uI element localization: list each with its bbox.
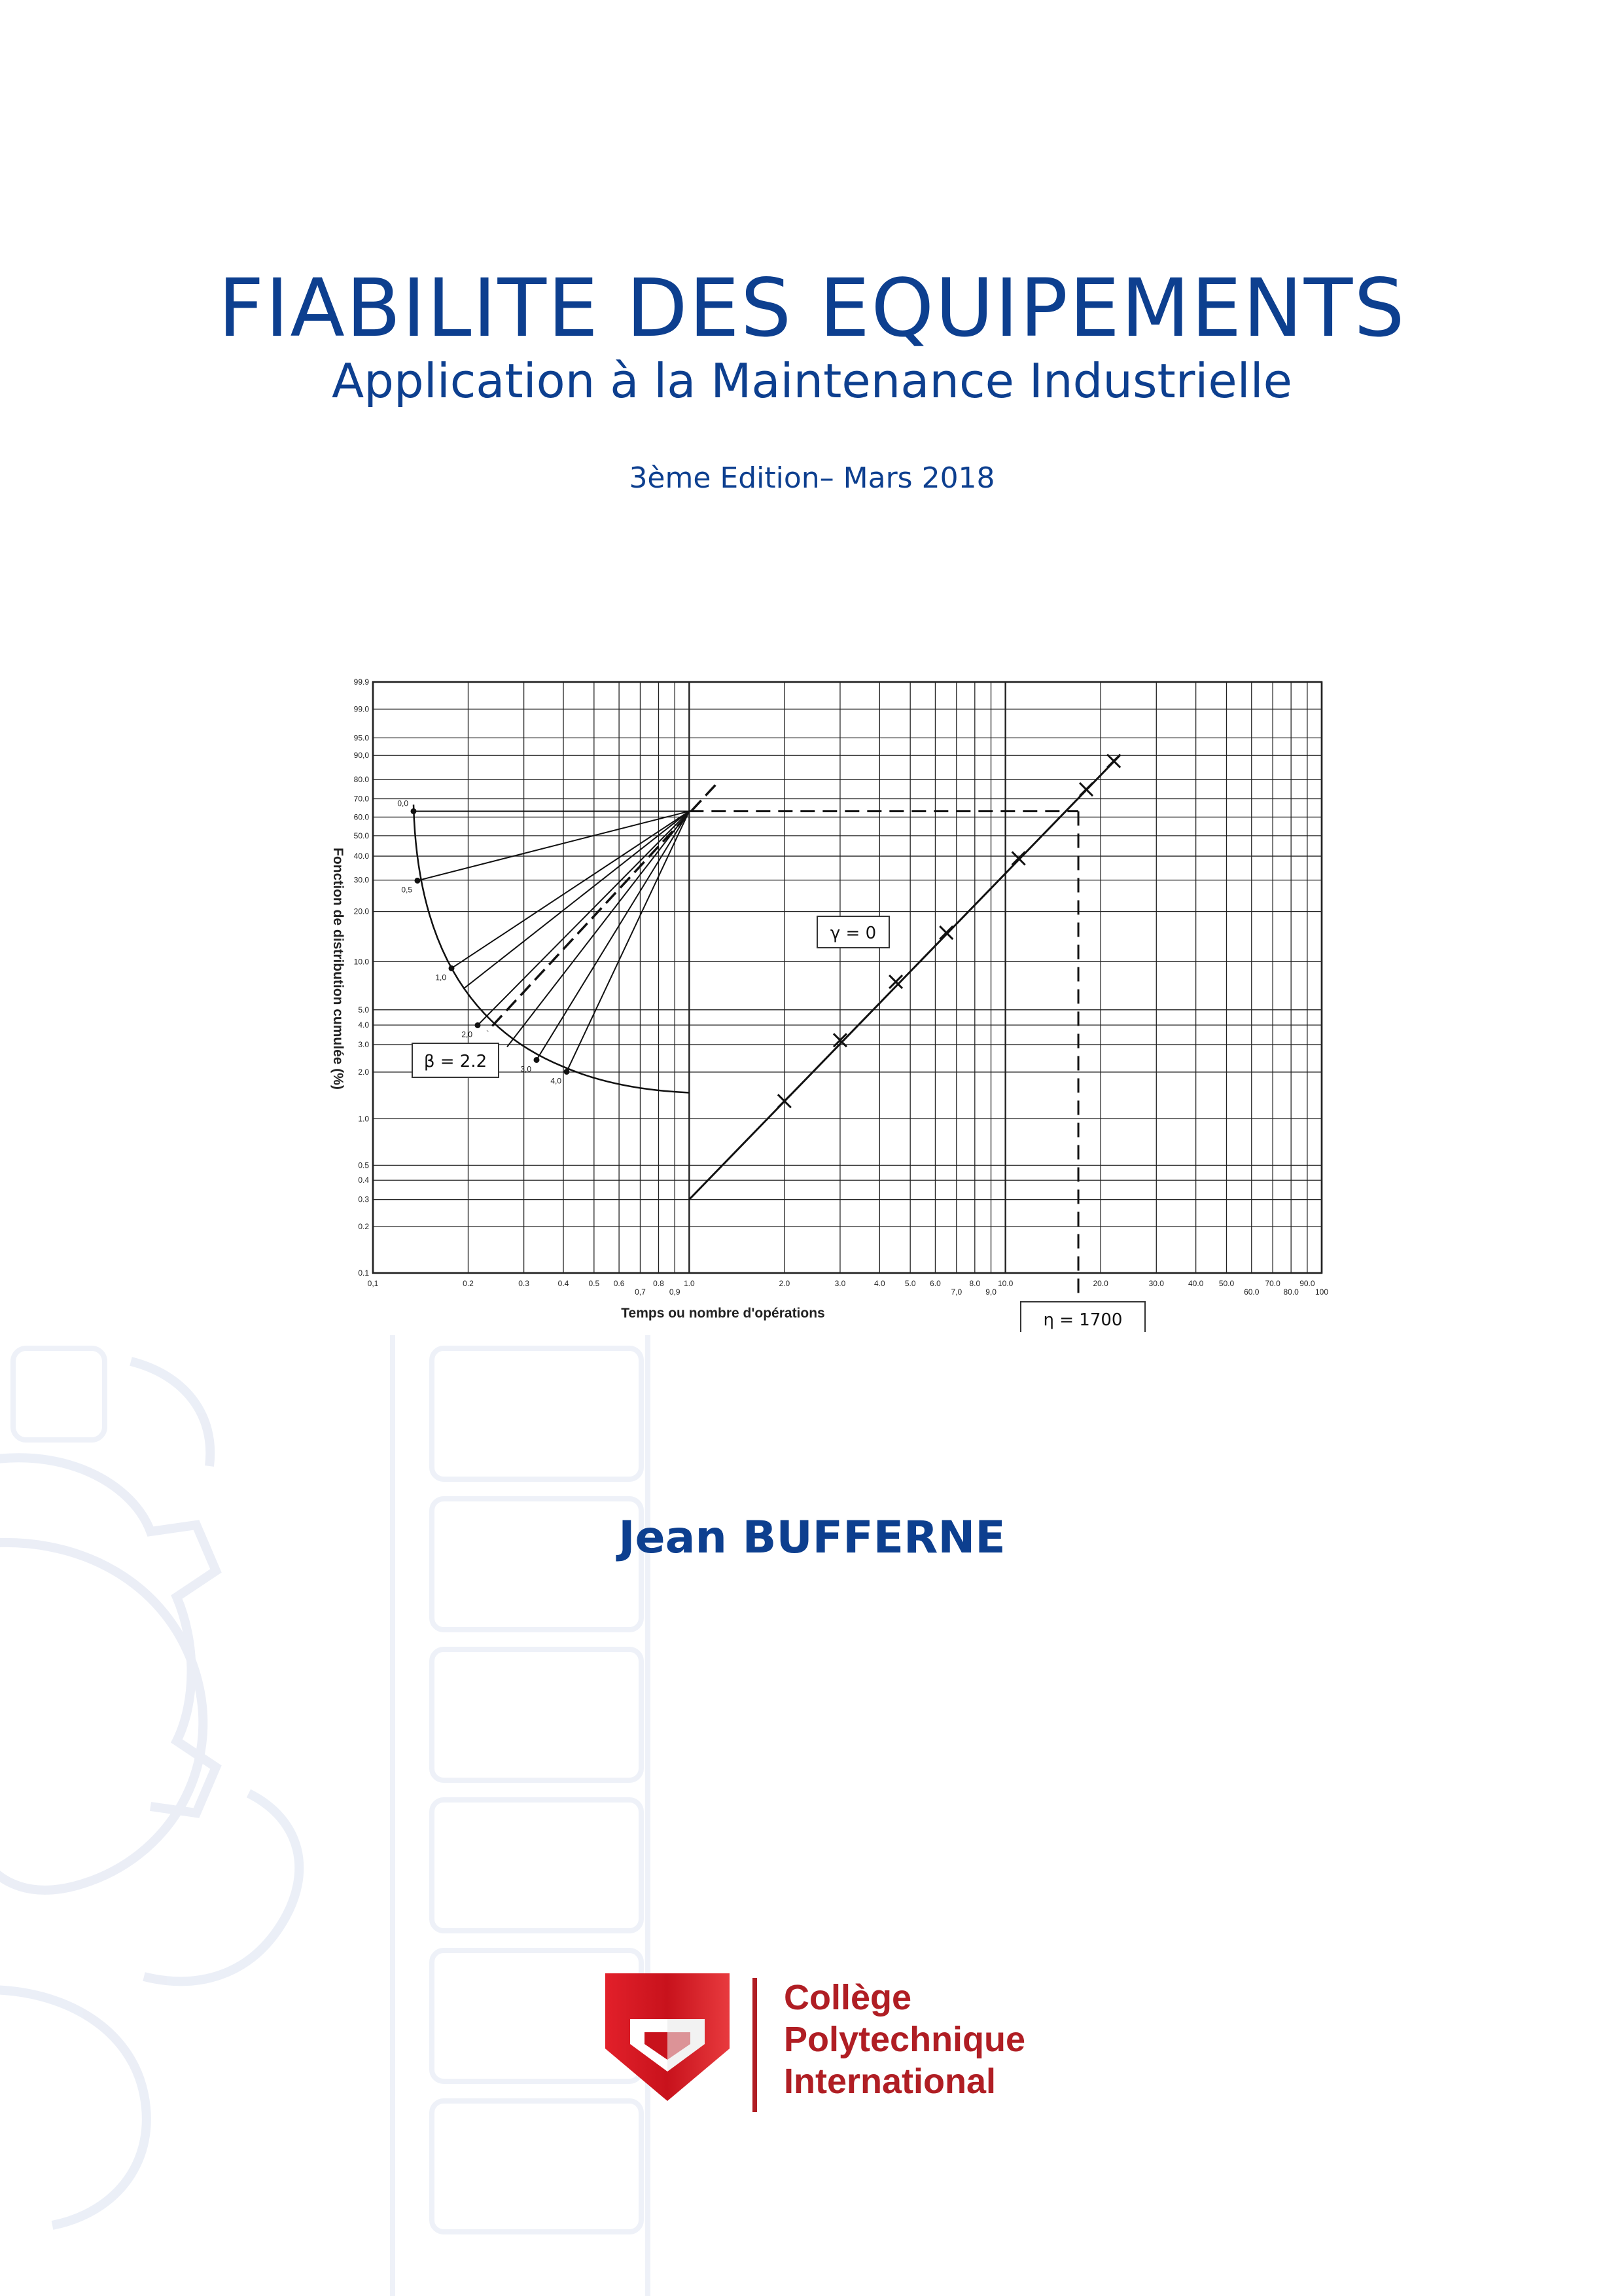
y-tick-label: 3.0: [358, 1040, 369, 1050]
beta-fan-line: [567, 811, 689, 1071]
x-tick-label: 8.0: [969, 1279, 981, 1288]
gamma-label: γ = 0: [830, 924, 877, 943]
y-tick-label: 10.0: [353, 957, 369, 967]
beta-scale-dot: [475, 1022, 481, 1028]
logo-text-line-3: International: [784, 2062, 997, 2101]
y-tick-label: 0.3: [358, 1194, 369, 1204]
x-tick-label: 80.0: [1283, 1287, 1299, 1297]
beta-scale-label: 2,0: [461, 1030, 472, 1039]
beta-annotation: [412, 1043, 499, 1077]
gamma-annotation: [817, 916, 889, 948]
x-tick-label: 0.5: [588, 1279, 600, 1288]
y-tick-label: 20.0: [353, 906, 369, 916]
x-tick-label: 5.0: [904, 1279, 916, 1288]
beta-scale-dot: [415, 878, 421, 884]
eta-annotation: [1021, 1302, 1145, 1332]
beta-scale-dot: [449, 965, 455, 971]
x-tick-label: 4.0: [874, 1279, 885, 1288]
beta-scale-label: 0,0: [397, 798, 408, 808]
data-point: [940, 926, 953, 939]
x-tick-label: 0.2: [463, 1279, 474, 1288]
eta-label: η = 1700: [1043, 1310, 1123, 1330]
x-tick-label: 7,0: [951, 1287, 962, 1297]
x-tick-label: 9,0: [985, 1287, 997, 1297]
x-tick-label: 90.0: [1299, 1279, 1315, 1288]
x-tick-label: 20.0: [1093, 1279, 1108, 1288]
data-point: [1012, 852, 1025, 865]
beta-scale-dot: [564, 1069, 570, 1075]
beta-fan-line: [417, 811, 689, 880]
document-title: FIABILITE DES EQUIPEMENTS: [218, 262, 1406, 355]
beta-scale-dot: [534, 1057, 540, 1063]
logo-text-line-1: Collège: [784, 1978, 912, 2017]
y-tick-label: 60.0: [353, 812, 369, 822]
x-tick-label: 40.0: [1188, 1279, 1204, 1288]
edition-label: 3ème Edition– Mars 2018: [629, 461, 995, 495]
y-tick-label: 70.0: [353, 794, 369, 804]
y-tick-label: 30.0: [353, 875, 369, 885]
x-tick-label: 0.8: [653, 1279, 664, 1288]
logo-text-line-2: Polytechnique: [784, 2020, 1026, 2059]
beta-scale-dot: [411, 808, 417, 814]
beta-scale-label: 4,0: [550, 1076, 561, 1086]
x-tick-label: 0.4: [557, 1279, 569, 1288]
x-tick-label: 10.0: [997, 1279, 1014, 1288]
y-tick-label: 4.0: [358, 1020, 369, 1030]
x-tick-label: 0,7: [635, 1287, 646, 1297]
x-tick-label: 30.0: [1148, 1279, 1164, 1288]
y-tick-label: 95.0: [353, 733, 369, 743]
y-tick-label: 40.0: [353, 852, 369, 861]
x-tick-label: 50.0: [1218, 1279, 1235, 1288]
x-tick-label: 1.0: [683, 1279, 695, 1288]
x-tick-label: 3.0: [834, 1279, 846, 1288]
y-tick-label: 5.0: [358, 1005, 369, 1014]
data-point: [1080, 783, 1093, 796]
y-tick-label: 0.5: [358, 1160, 369, 1170]
data-point: [1107, 755, 1120, 768]
y-tick-label: 99.9: [353, 677, 369, 687]
x-tick-label: 60.0: [1244, 1287, 1260, 1297]
y-tick-label: 90,0: [353, 751, 369, 761]
y-tick-label: 1.0: [358, 1114, 369, 1124]
beta-fan-line: [451, 811, 689, 968]
watermark-gear-pattern: [0, 1335, 654, 2296]
x-tick-label: 100: [1315, 1287, 1328, 1297]
x-tick-label: 0,1: [367, 1279, 379, 1288]
chart-frame: [373, 682, 1322, 1273]
weibull-chart: [321, 661, 1328, 1332]
x-tick-label: 0.3: [518, 1279, 529, 1288]
beta-scale-label: 3,0: [520, 1064, 531, 1074]
y-axis-label: Fonction de distribution cumulée (%): [330, 848, 345, 1090]
y-tick-label: 0.1: [358, 1268, 369, 1278]
y-tick-label: 2.0: [358, 1067, 369, 1077]
beta-fan-line: [478, 811, 689, 1025]
y-tick-label: 0.2: [358, 1222, 369, 1232]
beta-scale-label: 1,0: [435, 973, 446, 982]
x-tick-label: 0.6: [613, 1279, 625, 1288]
logo-divider: [752, 1978, 757, 2112]
y-tick-label: 99.0: [353, 704, 369, 714]
beta-label: β = 2.2: [423, 1052, 487, 1071]
y-tick-label: 80.0: [353, 774, 369, 784]
x-axis-label: Temps ou nombre d'opérations: [621, 1306, 825, 1321]
x-tick-label: 2.0: [779, 1279, 790, 1288]
y-tick-label: 0.4: [358, 1175, 369, 1185]
beta-fan-line: [537, 811, 689, 1060]
fit-line: [689, 755, 1120, 1199]
x-tick-label: 0,9: [669, 1287, 680, 1297]
document-subtitle: Application à la Maintenance Industrielle: [332, 353, 1292, 408]
y-tick-label: 50.0: [353, 831, 369, 840]
x-tick-label: 6.0: [930, 1279, 941, 1288]
x-tick-label: 70.0: [1265, 1279, 1280, 1288]
beta-fan-line: [507, 811, 689, 1047]
beta-scale-label: 0,5: [401, 885, 412, 895]
author-name: Jean BUFFERNE: [618, 1512, 1006, 1564]
